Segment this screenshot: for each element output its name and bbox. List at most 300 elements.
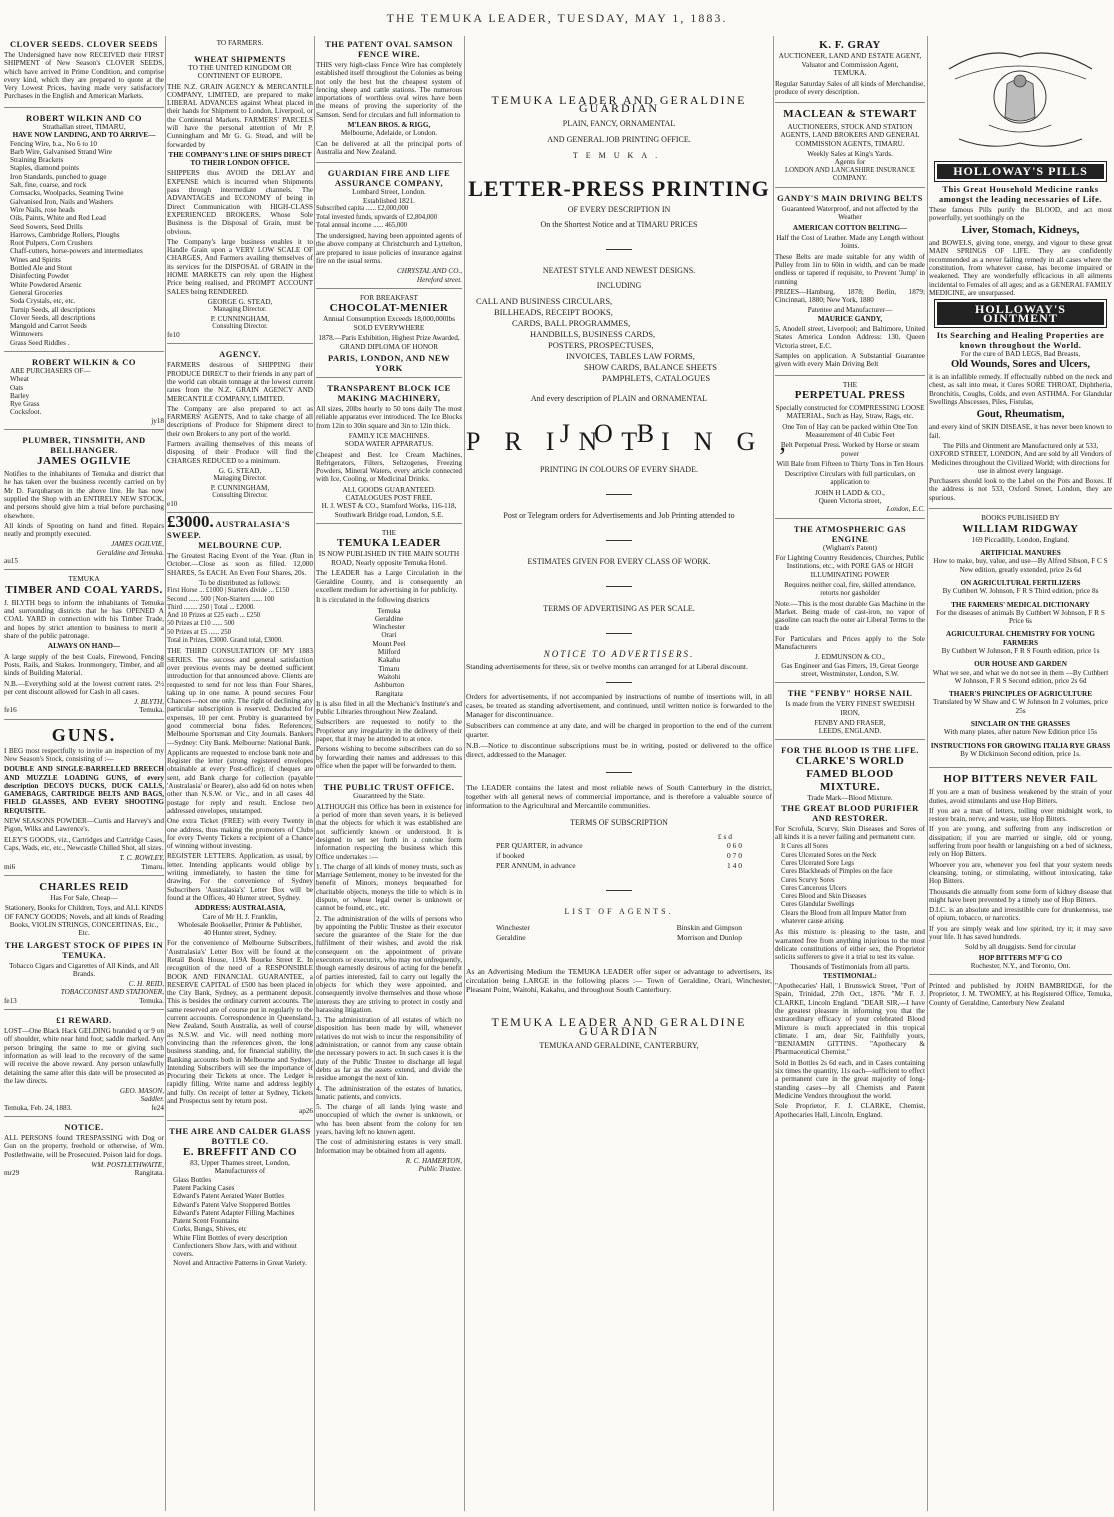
figure-row: Total annual income ...... 465,000 <box>316 221 408 229</box>
ad-town: Rangitata. <box>134 1169 164 1178</box>
book-description: With many plates, after nature New Edition price 15s <box>943 728 1098 737</box>
books-list <box>929 549 1112 758</box>
ad-body: The undersigned, having been appointed agents of the above company at Christchurch and Lyttelton, are prepared to issue policies of insurance against fire on the usual terms. <box>316 232 462 266</box>
ad-code: fe16 <box>4 706 17 715</box>
prize-row: Total in Prizes, £3000. Grand total, £3000. <box>167 637 283 645</box>
ad-body: ALL PERSONS found TRESPASSING with Dog or Gun on the property, freehold or otherwise, of Wm. Postlethwaite, will be Prosecuted. Poison laid for dogs. <box>4 1134 164 1159</box>
ad-subtitle: AUCTIONEER, LAND AND ESTATE AGENT, <box>778 51 922 60</box>
ad-title: Its Searching and Healing Properties are known throughout the World. <box>936 329 1105 350</box>
ad-body: 1878.—Paris Exhibition, Highest Prize Awarded, GRAND DIPLOMA OF HONOR <box>318 334 460 351</box>
book-title: THE FARMERS' MEDICAL DICTIONARY <box>951 600 1090 609</box>
ad-body: and every kind of SKIN DISEASE, it has never been known to fail. <box>929 423 1112 440</box>
list-item: Bottled Ale and Stout <box>10 264 73 273</box>
book-item <box>929 601 1112 626</box>
ad-body: Requires neither coal, fire, skilled attendance, retorts nor gasholder <box>784 580 916 598</box>
divider <box>466 581 772 589</box>
book-item <box>929 630 1112 655</box>
ad-address: Care of Mr H. J. Franklin, <box>202 912 278 921</box>
ad-lead: ALWAYS ON HAND— <box>47 642 121 651</box>
district-item: Timaru <box>378 664 400 673</box>
list-item: Wire Nails, rose heads <box>10 205 75 214</box>
ad-subtitle: MELBOURNE CUP. <box>198 540 282 551</box>
ad-hop-bitters <box>929 770 1112 975</box>
ad-subtitle: IS NOW PUBLISHED IN THE MAIN SOUTH ROAD, Nearly opposite Temuka Hotel. <box>318 549 460 567</box>
list-item: Clover Seeds, all descriptions <box>10 313 96 322</box>
ad-code: au15 <box>4 557 18 566</box>
ad-signature: H. J. WEST & CO., Stamford Works, 116-118, Southwark Bridge road, London, S.E. <box>321 502 457 519</box>
ad-lead: ARE PURCHASERS OF— <box>10 367 91 375</box>
column-2 <box>167 36 313 1511</box>
list-item: Edward's Patent Adapter Filling Machines <box>173 1208 295 1217</box>
column-5 <box>775 36 925 1511</box>
divider <box>466 767 772 775</box>
ad-ice-machinery <box>316 380 462 524</box>
district-item: Orari <box>381 631 397 640</box>
print-type-item: INVOICES, TABLES LAW FORMS, <box>566 351 695 362</box>
publisher-imprint: Printed and published by JOHN BAMBRIDGE, for the Proprietor, J. M. TWOMEY, at his Registered Office, Temuka, County of Geraldine, Canterbury New Zealand <box>929 982 1112 1007</box>
column-rule <box>165 36 166 1511</box>
agents-table <box>466 923 772 943</box>
ad-signature: JAMES OGILVIE, <box>111 540 164 549</box>
subscription-label: PER QUARTER, in advance <box>496 841 583 851</box>
ad-address: Wholesale Bookseller, Printer & Publisher, <box>178 920 302 929</box>
masthead-footer: TEMUKA AND GERALDINE, CANTERBURY, <box>539 1041 699 1051</box>
divider <box>466 885 772 893</box>
sweep-amount: £3000. <box>167 512 214 532</box>
ad-kicker: TEMUKA <box>68 574 100 584</box>
notice-body: Standing advertisements for three, six or twelve months can arranged for at Liberal discount. <box>466 662 748 672</box>
ad-signature: R. C. HAMERTON, <box>405 1156 462 1165</box>
ad-public-trust <box>316 779 462 1177</box>
ad-signature: P. CUNNINGHAM, <box>210 483 270 492</box>
ad-body: 3. The administration of all estates of which no disposition has been made by will, whenever relatives do not wish to incur the responsibility of administration, or cannot from any cause obtain the necessary powers to act. In such cases it is the duty of the Public Trustee to discharge all legal debts as far as the assets extend, and divide the residue amongst the next of kin. <box>316 1016 462 1083</box>
list-item: Glass Bottles <box>173 1175 212 1184</box>
cure-item: Clears the Blood from all Impure Matter from whatever cause arising. <box>781 909 907 925</box>
info-line: PRINTING IN COLOURS OF EVERY SHADE. <box>540 464 698 474</box>
list-item: Cocksfoot. <box>10 408 42 417</box>
ad-title: CHARLES REID <box>39 880 129 893</box>
ad-body: ALTHOUGH this Office has been in existence for a period of more than seven years, it is believed that the objects for which it was established are not sufficiently known or understood. It is designed to set set forth in a concise form information respecting the business which this Office undertakes :— <box>316 802 462 861</box>
list-item: Edward's Patent Aerated Water Bottles <box>173 1192 285 1201</box>
ad-body: Weekly Sales at King's Yards. <box>807 149 893 158</box>
ad-body: Patentee and Manufacturer— <box>807 306 893 315</box>
ad-title: AGENCY. <box>219 349 261 360</box>
ad-gandy-belts <box>775 190 925 375</box>
ad-headline: Old Wounds, Sores and Ulcers, <box>950 359 1091 371</box>
list-item: Edward's Patent Valve Stoppered Bottles <box>173 1200 291 1209</box>
ad-body: The Greatest Racing Event of the Year. (Run in October.—Close as soon as filled. 12,000 SHARES, 5s EACH. An Even Four Shares, 20s. <box>167 552 313 577</box>
ad-temuka-leader <box>316 526 462 777</box>
district-item: Mount Peel <box>372 639 406 648</box>
ad-headline: THE LARGEST STOCK OF PIPES IN TEMUKA. <box>4 939 164 960</box>
ad-title: PLUMBER, TINSMITH, AND BELLHANGER. <box>22 435 146 456</box>
book-title: THAER'S PRINCIPLES OF AGRICULTURE <box>948 690 1093 699</box>
list-item: Iron Standards, punched to guage <box>10 172 107 181</box>
book-title: AGRICULTURAL CHEMISTRY FOR YOUNG FARMERS <box>946 630 1095 647</box>
subscription-amount: 0 6 0 <box>727 841 742 851</box>
ad-body: One Ton of Hay can be packed within One Ton Measurement of 40 Cubic Feet <box>782 422 918 439</box>
book-title: OUR HOUSE AND GARDEN <box>974 660 1067 669</box>
ad-perpetual-press <box>775 378 925 519</box>
ad-subtitle: Established 1821. <box>363 195 415 205</box>
list-item: Wheat <box>10 375 29 384</box>
subscription-label: PER ANNUM, in advance <box>496 861 576 871</box>
ad-body: Tobacco Cigars and Cigarettes of All Kinds, and All Brands. <box>9 961 159 978</box>
book-title: INSTRUCTIONS FOR GROWING ITALIA RYE GRASS <box>930 741 1111 750</box>
item-list <box>4 140 164 347</box>
column-rule <box>314 36 315 1511</box>
ad-body: NEW SEASONS POWDER—Curtis and Harvey's and Pigon, Wilks and Lawrence's. <box>4 817 164 834</box>
ad-gray <box>775 36 925 103</box>
info-line: TERMS OF ADVERTISING AS PER SCALE. <box>543 603 695 613</box>
ad-title: TIMBER AND COAL YARDS. <box>5 583 163 596</box>
list-item: Confectioners Show Jars, with and without covers. <box>173 1242 297 1259</box>
list-item: Wines and Spirits <box>10 255 61 264</box>
print-type-item: BILLHEADS, RECEIPT BOOKS, <box>494 307 613 318</box>
ad-signature: Saddler. <box>140 1095 164 1104</box>
ad-lead: HAVE NOW LANDING, AND TO ARRIVE— <box>12 131 156 140</box>
subscription-row <box>466 841 772 851</box>
ad-headline: ALL GOODS GUARANTEED. <box>342 485 436 494</box>
ad-body: Stationery, Books for Children, Toys, and ALL KINDS OF FANCY GOODS; Novels, and all kinds of Reading Books, VIOLIN STRINGS, CONCERTINAS, Etc., Etc. <box>4 904 164 938</box>
ad-body: DOUBLE AND SINGLE-BARRELLED BREECH AND MUZZLE LOADING GUNS, of every description DECOYS DUCKS, DUCK CALLS, GAMEBAGS, CARTRIDGE BELTS AND BAGS, FIELD GLASSES, AND EVERY SHOOTING REQUISITE. <box>4 765 164 815</box>
print-types-list <box>466 296 772 384</box>
list-item: Harrows, Cambridge Rollers, Ploughs <box>10 230 120 239</box>
notice-body: Orders for advertisements, if not accompanied by instructions of numbe of insertions will, in all cases, be treated as standing advertisement, and continued, until written notice is forwarded to the Manager for discontinuance. <box>466 691 772 719</box>
ad-sweep <box>167 512 313 1120</box>
ad-kicker: TO FARMERS. <box>216 38 264 47</box>
list-item: Patent Packing Cases <box>173 1183 235 1192</box>
subscription-row <box>466 861 772 871</box>
ad-body: All kinds of Spouting on hand and fitted. Repairs neatly and promptly executed. <box>4 521 164 539</box>
info-line: INCLUDING <box>596 281 642 291</box>
ad-signature: HOP BITTERS M'F'G CO <box>978 953 1063 962</box>
ad-body: Thousands die annually from some form of kidney disease that might have been prevented by a timely use of Hop Bitters. <box>929 887 1112 904</box>
prize-row: 50 Prizes at £10 ...... 500 <box>167 620 235 628</box>
ad-guns <box>4 722 164 876</box>
ad-body: Persons wishing to become subscribers can do so by forwarding their names and addresses to this office when the paper will be forwarded to them. <box>316 745 462 770</box>
ad-subtitle: SOLD EVERYWHERE <box>353 322 425 332</box>
ad-body: As this mixture is pleasing to the taste, and warranted free from anything injurious to the most delicate constitutions of either sex, the Proprietor solicits sufferers to give it a trial to test its value. <box>775 928 925 962</box>
info-line: NEATEST STYLE AND NEWEST DESIGNS. <box>542 266 696 276</box>
ad-headline: THE GREAT BLOOD PURIFIER AND RESTORER. <box>781 802 919 823</box>
ad-kicker: THE <box>842 379 858 389</box>
ad-wilkin-purchasers <box>4 354 164 430</box>
notice-heading: NOTICE TO ADVERTISERS. <box>543 648 695 659</box>
list-item: Barb Wire, Galvanised Strand Wire <box>10 147 112 156</box>
masthead: TEMUKA LEADER AND GERALDINE GUARDIAN <box>491 1015 747 1038</box>
book-item <box>929 720 1112 737</box>
ad-code: ap26 <box>299 1107 313 1116</box>
agent-name: Morrison and Dunlop <box>677 933 742 943</box>
ad-body: LONDON AND LANCASHIRE INSURANCE COMPANY. <box>784 166 916 182</box>
ad-agency <box>167 346 313 513</box>
district-item: Temuka <box>377 606 401 615</box>
ad-headline: PARIS, LONDON, AND NEW YORK <box>327 353 451 374</box>
ad-ridgway-books <box>929 511 1112 768</box>
ad-body: Notifies to the inhabitants of Temuka and district that he has taken over the business recently carried on by Mr D. Farquharson in the above line. He has now supplied the Shop with an ENTIRELY NEW STOCK, and persons should give him a trial before purchasing elsewhere. <box>4 470 164 520</box>
cure-item: Cures Cancerous Ulcers <box>781 884 847 892</box>
ad-signature: WM. POSTLETHWAITE, <box>91 1160 164 1169</box>
ad-ogilvie <box>4 432 164 570</box>
ad-address: 169 Piccadilly, London, England. <box>971 534 1070 544</box>
ad-body: I BEG most respectfully to invite an inspection of my New Season's Stock, consisting of :— <box>4 746 164 763</box>
ad-title: THE ATMOSPHERIC GAS ENGINE <box>793 523 907 544</box>
ad-headline: AMERICAN COTTON BELTING— <box>792 223 908 232</box>
list-item: Winnowers <box>10 330 43 339</box>
ad-body: The cost of administering estates is very small. Information may be obtained from all agents. <box>316 1138 462 1155</box>
prize-row: First Horse ... £1000 | Starters divide ... £150 <box>167 587 290 595</box>
list-item: White Powdered Arsenic <box>10 280 82 289</box>
ad-body: Belt Perpetual Press. Worked by Horse or steam power <box>780 441 920 458</box>
ad-signature: FENBY AND FRASER, <box>814 718 886 727</box>
list-item: Cornsacks, Woolpacks, Seaming Twine <box>10 189 124 198</box>
district-item: Winchester <box>372 623 406 632</box>
book-item <box>929 579 1112 596</box>
ad-headline: TESTIMONIAL: <box>823 971 877 980</box>
ad-lead: To be distributed as follows: <box>199 578 281 587</box>
ad-body: Note.—This is the most durable Gas Machine in the Market. Being made of cast-iron, no vapor of gasoline can reach the outer air Liberal Terms to the trade <box>775 599 925 633</box>
ad-kicker: THE <box>381 527 397 537</box>
ad-body: Regular Saturday Sales of all kinds of Merchandise, produce of every description. <box>775 79 925 96</box>
ad-body: 5. The charge of all lands lying waste and unoccupied of which the owner is unknown, or who has been absent from the colony for ten years, having left no known agent. <box>316 1103 462 1136</box>
district-item: Milford <box>377 648 401 657</box>
ad-body: Sold by all druggists. Send for circular <box>964 943 1077 952</box>
ad-wheat-shipments <box>167 36 313 344</box>
ad-signature: J. EDMUNSON & CO., <box>815 653 885 662</box>
book-item <box>929 549 1112 574</box>
ad-signature: Queen Victoria street, <box>818 496 882 505</box>
ad-signature: C. H. REID, <box>128 980 164 989</box>
ad-title: CLARKE'S WORLD FAMED BLOOD MIXTURE. <box>795 755 905 794</box>
ad-title: GANDY'S MAIN DRIVING BELTS <box>777 193 923 204</box>
ad-body: Guaranteed Waterproof, and not affected by the Weather <box>781 205 919 222</box>
cure-item: Cures Blood and Skin Diseases <box>781 893 867 901</box>
ad-signature: G. G. STEAD, <box>218 466 262 475</box>
imprint <box>929 977 1112 1013</box>
ad-name: E. BREFFIT AND CO <box>182 1145 298 1158</box>
ad-body: Specially constructed for COMPRESSING LOOSE MATERIAL, Such as Hay, Straw, Rags, etc. <box>775 404 925 421</box>
info-line: ESTIMATES GIVEN FOR EVERY CLASS OF WORK. <box>527 557 711 567</box>
ad-signature: London, E.C. <box>886 505 925 514</box>
ad-signature: Rochester, N.Y., and Toronto, Ont. <box>970 961 1071 970</box>
ad-body: Applicants are requested to enclose bank note and Register the letter (strong registered envelopes obtainable at every Post-office); if cheques are sent, add Bank charge for collection (payable 'Australasia' or Bearer), also add 6d on notes when other than N.S.W. or Vic., and in all cases 4d postage for reply and result. Enclose two addressed envelopes, unstamped. <box>167 748 313 815</box>
print-type-item: CALL AND BUSINESS CIRCULARS, <box>476 296 613 307</box>
ad-body: All sizes, 20lbs hourly to 50 tons daily The most reliable apparatus ever introduced. The Ice Blocks from 12in to 30in square and 3in to 12in thick. <box>316 405 462 430</box>
list-item: Rye Grass <box>10 400 40 409</box>
ad-subtitle: Guaranteed by the State. <box>353 791 425 801</box>
book-title: ON AGRICULTURAL FERTILIZERS <box>960 578 1081 587</box>
ad-body: THE N.Z. GRAIN AGENCY & MERCANTILE COMPANY, LIMITED, are prepared to make LIBERAL ADVANCES against Wheat placed in their hands for Shipment to London, Liverpool, or the Continental Markets. FARMERS' PARCELS will have the personal attention of Mr P. Cunningham and Mr G. G. Stead, and will be forwarded by <box>167 82 313 149</box>
ad-reid <box>4 878 164 1010</box>
ad-headline: SODA WATER APPARATUS. <box>344 440 434 449</box>
cure-item: Cures Glandular Swellings <box>781 901 855 909</box>
divider <box>466 535 772 543</box>
district-item: Waitohi <box>377 672 401 681</box>
ad-body: D.I.C. is an absolute and irresistible cure for drunkenness, use of opium, tobacco, or narcotics. <box>929 906 1112 923</box>
prize-row: Second ...... 500 | Non-Starters ...... 100 <box>167 595 275 603</box>
ad-wilkin <box>4 110 164 352</box>
book-description: For the diseases of animals By Cuthbert W Johnson, F R S Price 6s <box>936 608 1105 626</box>
list-item: Disinfecting Powder <box>10 272 70 281</box>
ad-body: For the cure of BAD LEGS, Bad Breasts, <box>960 349 1081 358</box>
ad-code: mr29 <box>4 1169 20 1178</box>
job-printing-heading: JOB PRINTING, <box>466 419 810 457</box>
figure-row: Subscribed capita ...... £2,000,000 <box>316 205 409 213</box>
ad-signature: Consulting Director. <box>212 322 268 330</box>
ad-kicker: FOR BREAKFAST <box>359 292 419 302</box>
agent-place: Winchester <box>496 923 530 933</box>
district-item: Kakahu <box>377 656 401 665</box>
ad-clover-seeds <box>4 36 164 108</box>
holloways-ointment-banner: HOLLOWAY'S OINTMENT <box>935 300 1106 327</box>
ad-title: THE "FENBY" HORSE NAIL <box>787 688 913 699</box>
notice-body: Subscribers can commence at any date, and will be charged in proportion to the end of the current quarter. <box>466 720 772 739</box>
cure-item: Cures Scurvy Sores <box>781 876 835 884</box>
ad-maclean <box>775 105 925 188</box>
ad-title: THE AIRE AND CALDER GLASS BOTTLE CO. <box>169 1125 311 1146</box>
ad-signature: M'LEAN BROS. & RIGG, <box>347 121 431 130</box>
ad-title: CLOVER SEEDS. CLOVER SEEDS <box>9 39 159 49</box>
list-item: Root Pulpers, Corn Crushers <box>10 239 93 248</box>
ad-body: If you are simply weak and low spirited, try it; it may save your life. It has saved hundreds. <box>929 924 1112 941</box>
agent-row <box>466 923 772 933</box>
ad-kicker: FOR THE BLOOD IS THE LIFE. <box>781 745 919 756</box>
ad-body: 4. The administration of the estates of lunatics, lunatic patients, and convicts. <box>316 1084 462 1101</box>
ad-headline: Liver, Stomach, Kidneys, <box>961 224 1080 237</box>
ad-subtitle: TEMUKA. <box>833 68 867 77</box>
list-item: General Groceries <box>10 288 63 297</box>
list-item: White Flint Bottles of every description <box>173 1233 288 1242</box>
book-description: By Cuthbert W. Johnson, F R S Third edition, price 8s <box>942 587 1099 596</box>
list-item: Chaff-cutters, horse-powers and intermediates <box>10 247 143 256</box>
cures-list <box>775 843 925 926</box>
holloway-emblem-icon <box>929 39 1112 157</box>
list-item: Soda Crystals, etc, etc. <box>10 297 76 306</box>
holloways-pills-banner: HOLLOWAY'S PILLS <box>935 162 1106 180</box>
masthead: TEMUKA LEADER AND GERALDINE GUARDIAN <box>491 93 747 116</box>
ad-body: For the convenience of Melbourne Subscribers, 'Australasia's' Letter Box will be found at the Retail Book House, 119A Bourke Street E. In recognition of the need of a RESPONSIBLE BOOK AND FINANCIAL GUARANTEE, a RESERVE CAPITAL of £500 has been placed in the City Bank, Sydney, as a permanent deposit. This is besides the ordinary current accounts. The same reserved are of course put in regularly to the current accounts. Correspondence in Queensland, New Zealand, South Australia, as well of course as N.S.W. and Vic. will need nothing more convincing than the references given, the long business standing, and, for financial stability, the Banking accounts both in Melbourne and Sydney. Intending Subscribers will see the importance of Procuring their Tickets at once. The Ledger is rapidly filling. Write name and address legibly and fully. On receipt of letter at Sydney, Tickets and Prospectus sent by return post. <box>167 939 313 1106</box>
ad-code: fe13 <box>4 996 17 1005</box>
ad-title: HOP BITTERS NEVER FAIL <box>943 773 1098 786</box>
notice-body: N.B.—Notice to discontinue subscriptions must be in writing, posted or delivered to the office direct, addressed to the Manager. <box>466 740 772 759</box>
ad-title: ROBERT WILKIN & CO <box>31 357 137 367</box>
ad-signature: J. BLYTH, <box>133 698 164 707</box>
ad-subtitle: (Wigham's Patent) <box>823 542 877 552</box>
column-rule <box>773 36 774 1511</box>
ad-address: 5, Anodell street, Liverpool; and Baltimore, United States America London Address: 130, Queen Victoria street, E.C. <box>775 325 925 350</box>
ad-body: Cheapest and Best. Ice Cream Machines, Refrigerators, Filters, Seltzogenes, Freezing Powders, Mineral Waters, every article connected with Ice, Cooling, or Medicinal Drinks. <box>316 450 462 484</box>
info-line: Post or Telegram orders for Advertisements and Job Printing attended to <box>503 511 735 521</box>
figures-list <box>316 205 462 230</box>
ad-headline: Gout, Rheumatism, <box>976 409 1065 421</box>
ad-body: The LEADER has a Large Circulation in the Geraldine County, and is consequently an excellent medium for advertising in for publicity. <box>316 569 462 594</box>
divider <box>466 628 772 636</box>
ad-body: A large supply of the best Coals, Firewood, Fencing Posts, Rails, and Stakes. Ironmongery, Timber, and all kinds of Building Material. <box>4 652 164 678</box>
ad-signature: CHRYSTAL AND CO., <box>397 267 462 276</box>
book-item <box>929 690 1112 715</box>
list-item: Galvanised Iron, Nails and Washers <box>10 197 113 206</box>
notice-body: The LEADER contains the latest and most reliable news of South Canterbury in the district, together with all general news of commercial importance, and is therefore a valuable source of information to the Agricultural and Mercantile communities. <box>466 782 772 810</box>
item-list <box>167 1176 313 1259</box>
ad-town: Timaru. <box>141 862 164 871</box>
book-description: Translated by W Shaw and C W Johnson In 2 volumes, price 25s <box>933 698 1108 715</box>
ad-fenby-nail <box>775 685 925 740</box>
print-type-item: SHOW CARDS, BALANCE SHEETS <box>584 362 718 373</box>
divider <box>466 244 772 252</box>
ad-body: REGISTER LETTERS. Application, as usual, by letter. Intending applicants would oblige by writing immediately, to hasten the time for drawing. For the convenience of Sydney Subscribers 'Australasia's' Letter Box will be found at the Offices, 40 Hunter street, Sydney. <box>167 852 313 902</box>
ad-body: J. BLYTH begs to inform the inhabitants of Temuka and surrounding districts that he has OPENED A COAL YARD in connection with his Timber Trade, and hopes by strict attention to business to merit a share of the public patronage. <box>4 598 164 641</box>
district-list <box>316 607 462 698</box>
column-rule <box>464 36 465 1511</box>
page-header: THE TEMUKA LEADER, TUESDAY, MAY 1, 1883. <box>386 11 728 25</box>
ad-glass-bottle <box>167 1123 313 1271</box>
print-type-item: POSTERS, PROSPECTUSES, <box>548 340 654 351</box>
divider <box>466 489 772 497</box>
column-rule <box>927 36 928 1511</box>
ad-signature: GEO. MASON, <box>119 1087 164 1096</box>
ad-body: THE THIRD CONSULTATION OF MY 1883 SERIES. The success and general satisfaction over previous events may be deemed sufficient introduction for that announced above. Clients are requested to send for not less than Four Shares, taking up in one name. A pound secures Four Chances—not one only. The right of declining any particular subscription is reserved. Deducted for expenses, 10 per cent. Probity is guaranteed by good commercial bona fides. References; Melbourne Sportsman and City Journals. Bankers—Sydney: City Bank. Melbourne: National Bank. <box>167 647 313 747</box>
list-item: Straining Brackets <box>10 156 64 165</box>
ad-body: Purchasers should look to the Label on the Pots and Boxes. If the address is not 533, Oxford Street, London, they are spurious. <box>929 477 1112 502</box>
list-item: Grass Seed Riddles . <box>10 338 70 347</box>
agent-row <box>466 933 772 943</box>
ad-body: 2. The administration of the wills of persons who by appointing the Public Trustee as their executor secure the guarantee of the State for the due fulfilment of their wishes, and avoid the risk consequent on the appointment of private executors or executrix, who may not unfrequently, though earnestly desirous of acting for the benefit of parties interested, fail to carry out legally the objects for which they were appointed, and consequently involve themselves and those whose interests they are striving to protect in costly and harassing litigation. <box>316 914 462 1014</box>
ad-name: JAMES OGILVIE <box>37 455 131 468</box>
list-item: Mangold and Carrot Seeds <box>10 322 87 331</box>
book-title: ARTIFICIAL MANURES <box>980 549 1061 558</box>
ad-title: CHOCOLAT-MENIER <box>329 302 449 315</box>
list-item: Seed Sowers, Seed Drills <box>10 222 83 231</box>
ad-body: 1. The charge of all kinds of money trusts, such as Marriage Settlement, money to be invested for the benefit of Minors, moneys bequeathed for charitable objects, moneys the title to which is in dispute, or whose legal owner is unknown or cannot be found, etc., etc. <box>316 862 462 913</box>
ad-body: It is circulated in the following districts <box>316 596 430 605</box>
ad-title: This Great Household Medicine ranks amongst the leading necessaries of Life. <box>938 183 1103 204</box>
ad-address: 83, Upper Thames street, London, <box>190 1157 290 1167</box>
column-6 <box>929 36 1112 1511</box>
ad-title: THE PATENT OVAL SAMSON FENCE WIRE. <box>325 39 453 59</box>
subscription-amount: 1 4 0 <box>727 861 742 871</box>
print-type-item: HANDBILLS, BUSINESS CARDS, <box>530 329 656 340</box>
ad-signature: Sole Proprietor, F. J. CLARKE, Chemist, Apothecaries Hall, Lincoln, England. <box>775 1102 925 1119</box>
ad-signature: Melbourne, Adelaide, or London. <box>340 129 438 138</box>
ad-title: NOTICE. <box>64 1122 104 1132</box>
ad-body: If you are young, and suffering from any indiscretion or dissipation; if you are married or single, old or young, suffering from poor health or languishing on a bed of sickness, rely on Hop Bitters. <box>929 825 1112 859</box>
book-description: By Cuthbert W Johnson, F R S Fourth edition, price 1s <box>941 646 1100 655</box>
ad-title: AUSTRALASIA'S SWEEP. <box>167 519 291 540</box>
ad-body: It is also filed in all the Mechanic's Institute's and Public Libraries throughout New Zealand. <box>316 699 462 717</box>
ad-body: For Scrofula, Scurvy, Skin Diseases and Sores of all kinds it is a never failing and permanent cure. <box>775 824 925 842</box>
ad-gas-engine <box>775 521 925 684</box>
info-line: And every description of PLAIN and ORNAMENTAL <box>530 394 708 404</box>
ad-title: GUARDIAN FIRE AND LIFE ASSURANCE COMPANY, <box>327 168 451 189</box>
ad-body: These famous Pills purify the BLOOD, and act most powerfully, yet soothingly on the <box>929 205 1112 222</box>
ad-body: The Undersigned have now RECEIVED their FIRST SHIPMENT of New Season's CLOVER SEEDS, which have arrived in Prime Condition, and comprise every kind, which they are prepared to quote at the Very Lowest Prices, having made very satisfactory Purchases in the English and American Markets. <box>4 51 164 101</box>
ad-signature: Managing Director. <box>213 306 267 314</box>
ad-address: ADDRESS: AUSTRALASIA, <box>194 904 286 913</box>
book-description: By W Dickinson Second edition, price 1s. <box>960 749 1081 758</box>
ad-title: TRANSPARENT BLOCK ICE MAKING MACHINERY, <box>327 383 451 404</box>
ad-body: AUCTIONEERS, STOCK AND STATION AGENTS, LAND BROKERS AND GENERAL COMMISSION AGENTS, TIMARU. <box>780 123 920 148</box>
ad-signature: Geraldine and Temuka. <box>96 548 164 557</box>
agent-place: Geraldine <box>496 933 526 943</box>
ad-body: "Apothecaries' Hall, 1 Brunswick Street, "Port of Spain, Trinidad, 27th Oct., 1876. "Mr F. J. CLARKE, Lincoln England. "DEAR SIR,—I have the greatest pleasure in informing you that the extraordinary efficacy of your celebrated Blood Mixture is much appreciated in this tropical climate. I am, dear Sir, Faithfully yours, "BENJAMIN GITTINS. "Apothecary & Pharmaceutical Chemist." <box>775 982 925 1057</box>
ad-subtitle: TO THE UNITED KINGDOM OR CONTINENT OF EUROPE. <box>188 62 292 80</box>
cure-item: Cures Blackheads of Pimples on the face <box>781 868 893 876</box>
ad-holloway <box>929 36 1112 509</box>
list-item: Barley <box>10 391 30 400</box>
ad-body: Agents for <box>834 158 866 167</box>
book-description: How to make, buy, value, and use—By Alfred Sibson, F C S New edition, greatly extended, price 2s 6d <box>933 557 1108 574</box>
